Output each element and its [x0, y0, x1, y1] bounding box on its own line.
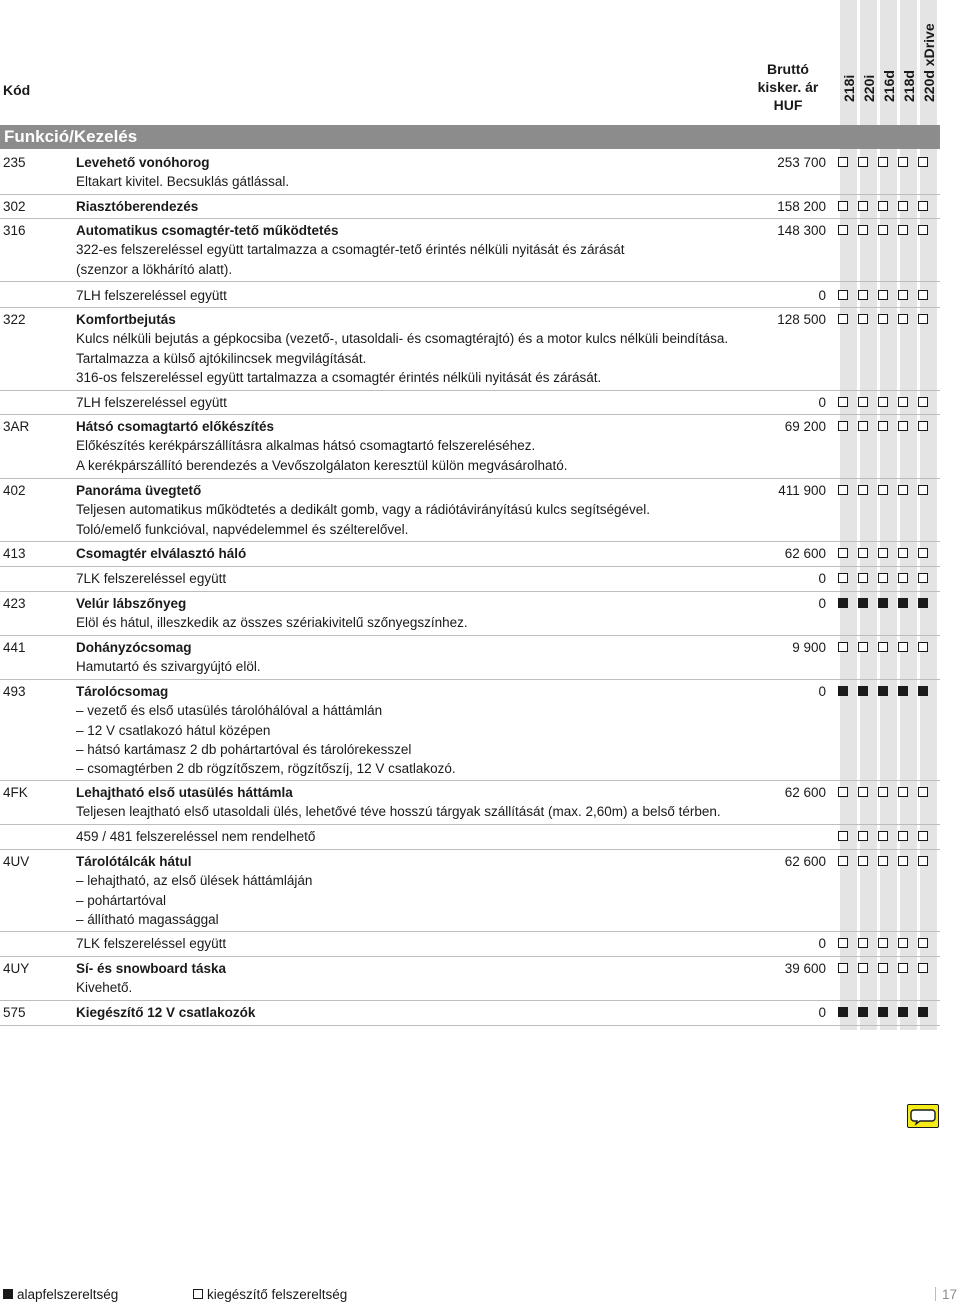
empty-square-icon — [918, 201, 928, 211]
filled-square-icon — [838, 1007, 848, 1017]
filled-square-icon — [3, 1289, 13, 1299]
option-price: 0 — [818, 596, 826, 611]
option-description: – pohártartóval — [76, 892, 167, 908]
empty-square-icon — [898, 290, 908, 300]
empty-square-icon — [898, 421, 908, 431]
option-description: Eltakart kivitel. Becsuklás gátlással. — [76, 174, 290, 190]
option-title: Komfortbejutás — [76, 312, 176, 327]
empty-square-icon — [858, 485, 868, 495]
option-description: Teljesen leajtható első utasoldali ülés, lehetővé téve hosszú tárgyak szállítását (max. 2,60m) a belső térben. — [76, 804, 721, 820]
row-divider — [0, 1000, 940, 1001]
option-description: – vezető és első utasülés tárolóhálóval a háttámlán — [76, 703, 383, 719]
empty-square-icon — [858, 548, 868, 558]
option-price: 9 900 — [792, 640, 826, 655]
filled-square-icon — [878, 598, 888, 608]
filled-square-icon — [878, 686, 888, 696]
model-label: 220d xDrive — [920, 23, 937, 102]
filled-square-icon — [858, 686, 868, 696]
empty-square-icon — [918, 421, 928, 431]
model-header — [860, 0, 877, 118]
option-description: – állítható magassággal — [76, 911, 219, 927]
empty-square-icon — [858, 201, 868, 211]
price-column-header — [748, 60, 828, 114]
model-header — [840, 0, 857, 118]
option-note: 7LK felszereléssel együtt — [76, 571, 227, 586]
speech-bubble-icon — [907, 1104, 939, 1128]
empty-square-icon — [918, 485, 928, 495]
row-divider — [0, 307, 940, 308]
option-code: 493 — [3, 684, 26, 699]
empty-square-icon — [878, 290, 888, 300]
option-description: – hátsó kartámasz 2 db pohártartóval és tárolórekesszel — [76, 741, 412, 757]
model-column-bg — [900, 0, 917, 1030]
empty-square-icon — [858, 314, 868, 324]
option-title: Tárolócsomag — [76, 684, 169, 699]
option-price: 128 500 — [777, 312, 826, 327]
row-divider — [0, 956, 940, 957]
option-code: 423 — [3, 596, 26, 611]
option-code: 235 — [3, 155, 26, 170]
code-column-header: Kód — [3, 82, 31, 98]
row-divider — [0, 218, 940, 219]
option-code: 316 — [3, 223, 26, 238]
option-description: – lehajtható, az első ülések háttámláján — [76, 873, 313, 889]
model-header — [900, 0, 917, 118]
price-header-line: Bruttó — [767, 61, 809, 77]
empty-square-icon — [858, 573, 868, 583]
option-note: 7LH felszereléssel együtt — [76, 395, 227, 410]
page-number-divider — [935, 1287, 936, 1301]
empty-square-icon — [838, 831, 848, 841]
empty-square-icon — [878, 963, 888, 973]
option-title: Csomagtér elválasztó háló — [76, 546, 247, 561]
option-price: 0 — [818, 288, 826, 303]
empty-square-icon — [858, 290, 868, 300]
row-divider — [0, 390, 940, 391]
filled-square-icon — [838, 686, 848, 696]
legend-standard-label: alapfelszereltség — [17, 1287, 119, 1302]
option-title: Levehető vonóhorog — [76, 155, 210, 170]
empty-square-icon — [918, 157, 928, 167]
option-description: Kivehető. — [76, 980, 133, 996]
empty-square-icon — [838, 938, 848, 948]
empty-square-icon — [858, 938, 868, 948]
empty-square-icon — [858, 856, 868, 866]
option-description: Hamutartó és szivargyújtó elöl. — [76, 659, 261, 675]
option-title: Panoráma üvegtető — [76, 483, 202, 498]
empty-square-icon — [898, 314, 908, 324]
empty-square-icon — [858, 787, 868, 797]
empty-square-icon — [918, 290, 928, 300]
filled-square-icon — [918, 686, 928, 696]
empty-square-icon — [858, 421, 868, 431]
empty-square-icon — [918, 963, 928, 973]
row-divider — [0, 281, 940, 282]
filled-square-icon — [878, 1007, 888, 1017]
row-divider — [0, 679, 940, 680]
model-column-bg — [840, 0, 857, 1030]
filled-square-icon — [898, 686, 908, 696]
empty-square-icon — [878, 421, 888, 431]
filled-square-icon — [918, 1007, 928, 1017]
empty-square-icon — [878, 642, 888, 652]
empty-square-icon — [838, 421, 848, 431]
option-description: Kulcs nélküli bejutás a gépkocsiba (vezető-, utasoldali- és csomagtérajtó) és a motor kulcs nélküli beindítása. — [76, 331, 729, 347]
empty-square-icon — [838, 485, 848, 495]
model-label: 218d — [900, 70, 917, 102]
option-code: 402 — [3, 483, 26, 498]
row-divider — [0, 1025, 940, 1026]
model-header — [880, 0, 897, 118]
option-code: 4UY — [3, 961, 30, 976]
empty-square-icon — [898, 157, 908, 167]
empty-square-icon — [878, 938, 888, 948]
row-divider — [0, 824, 940, 825]
empty-square-icon — [858, 157, 868, 167]
option-price: 253 700 — [777, 155, 826, 170]
row-divider — [0, 591, 940, 592]
option-code: 441 — [3, 640, 26, 655]
row-divider — [0, 541, 940, 542]
price-header-line: HUF — [773, 97, 803, 113]
option-price: 0 — [818, 395, 826, 410]
option-description: – 12 V csatlakozó hátul középen — [76, 722, 271, 738]
empty-square-icon — [878, 856, 888, 866]
option-note: 459 / 481 felszereléssel nem rendelhető — [76, 829, 316, 844]
option-title: Kiegészítő 12 V csatlakozók — [76, 1005, 256, 1020]
option-title: Dohányzócsomag — [76, 640, 192, 655]
empty-square-icon — [838, 856, 848, 866]
empty-square-icon — [918, 856, 928, 866]
empty-square-icon — [838, 642, 848, 652]
empty-square-icon — [838, 314, 848, 324]
empty-square-icon — [898, 548, 908, 558]
empty-square-icon — [898, 963, 908, 973]
option-title: Automatikus csomagtér-tető működtetés — [76, 223, 339, 238]
model-column-bg — [880, 0, 897, 1030]
legend-standard — [3, 1287, 118, 1302]
option-code: 575 — [3, 1005, 26, 1020]
empty-square-icon — [898, 397, 908, 407]
empty-square-icon — [838, 397, 848, 407]
option-price: 158 200 — [777, 199, 826, 214]
empty-square-icon — [838, 573, 848, 583]
empty-square-icon — [918, 938, 928, 948]
filled-square-icon — [898, 598, 908, 608]
option-price: 0 — [818, 684, 826, 699]
option-description: A kerékpárszállító berendezés a Vevőszolgálaton keresztül külön megvásárolható. — [76, 457, 568, 473]
filled-square-icon — [918, 598, 928, 608]
model-label: 218i — [840, 74, 857, 102]
row-divider — [0, 566, 940, 567]
empty-square-icon — [878, 201, 888, 211]
option-description: (szenzor a lökhárító alatt). — [76, 261, 233, 277]
empty-square-icon — [898, 856, 908, 866]
empty-square-icon — [878, 548, 888, 558]
option-note: 7LH felszereléssel együtt — [76, 288, 227, 303]
row-divider — [0, 780, 940, 781]
row-divider — [0, 931, 940, 932]
option-description: Elöl és hátul, illeszkedik az összes szériakivitelű szőnyegszínhez. — [76, 615, 468, 631]
empty-square-icon — [878, 485, 888, 495]
empty-square-icon — [878, 157, 888, 167]
option-price: 39 600 — [784, 961, 826, 976]
empty-square-icon — [838, 963, 848, 973]
empty-square-icon — [918, 314, 928, 324]
option-price: 0 — [818, 571, 826, 586]
option-price: 62 600 — [784, 785, 826, 800]
empty-square-icon — [898, 642, 908, 652]
empty-square-icon — [838, 787, 848, 797]
option-description: 316-os felszereléssel együtt tartalmazza a csomagtér érintés nélküli nyitását és zárását. — [76, 369, 602, 385]
option-price: 62 600 — [784, 546, 826, 561]
section-title: Funkció/Kezelés — [0, 125, 940, 149]
empty-square-icon — [878, 573, 888, 583]
option-description: Toló/emelő funkcióval, napvédelemmel és szélterelővel. — [76, 521, 409, 537]
price-header-line: kisker. ár — [757, 79, 819, 95]
empty-square-icon — [858, 397, 868, 407]
option-code: 3AR — [3, 419, 30, 434]
option-code: 322 — [3, 312, 26, 327]
empty-square-icon — [918, 642, 928, 652]
option-description: Előkészítés kerékpárszállításra alkalmas hátsó csomagtartó felszereléséhez. — [76, 438, 536, 454]
option-title: Velúr lábszőnyeg — [76, 596, 187, 611]
filled-square-icon — [858, 1007, 868, 1017]
empty-square-icon — [193, 1289, 203, 1299]
empty-square-icon — [878, 225, 888, 235]
empty-square-icon — [858, 642, 868, 652]
empty-square-icon — [858, 225, 868, 235]
row-divider — [0, 194, 940, 195]
empty-square-icon — [898, 225, 908, 235]
option-title: Lehajtható első utasülés háttámla — [76, 785, 293, 800]
empty-square-icon — [858, 963, 868, 973]
option-description: – csomagtérben 2 db rögzítőszem, rögzítőszíj, 12 V csatlakozó. — [76, 761, 456, 777]
empty-square-icon — [918, 225, 928, 235]
option-title: Riasztóberendezés — [76, 199, 199, 214]
empty-square-icon — [838, 201, 848, 211]
empty-square-icon — [918, 397, 928, 407]
option-code: 413 — [3, 546, 26, 561]
option-code: 302 — [3, 199, 26, 214]
empty-square-icon — [898, 831, 908, 841]
option-price: 148 300 — [777, 223, 826, 238]
empty-square-icon — [838, 548, 848, 558]
option-description: 322-es felszereléssel együtt tartalmazza a csomagtér-tető érintés nélküli nyitását és zárását — [76, 242, 625, 258]
model-column-bg — [860, 0, 877, 1030]
option-title: Sí- és snowboard táska — [76, 961, 227, 976]
empty-square-icon — [898, 787, 908, 797]
filled-square-icon — [858, 598, 868, 608]
option-price: 69 200 — [784, 419, 826, 434]
row-divider — [0, 849, 940, 850]
filled-square-icon — [838, 598, 848, 608]
empty-square-icon — [898, 573, 908, 583]
row-divider — [0, 414, 940, 415]
legend-optional-label: kiegészítő felszereltség — [207, 1287, 348, 1302]
option-code: 4FK — [3, 785, 28, 800]
empty-square-icon — [878, 397, 888, 407]
empty-square-icon — [878, 314, 888, 324]
model-label: 220i — [860, 74, 877, 102]
option-price: 0 — [818, 936, 826, 951]
model-column-bg — [920, 0, 937, 1030]
page-number: 17 — [941, 1287, 957, 1302]
option-price: 0 — [818, 1005, 826, 1020]
option-note: 7LK felszereléssel együtt — [76, 936, 227, 951]
model-header — [920, 0, 937, 118]
option-description: Teljesen automatikus működtetés a dedikált gomb, vagy a rádiótávirányítású kulcs segítségével. — [76, 502, 651, 518]
option-description: Tartalmazza a külső ajtókilincsek megvilágítását. — [76, 350, 367, 366]
empty-square-icon — [858, 831, 868, 841]
empty-square-icon — [898, 938, 908, 948]
empty-square-icon — [898, 201, 908, 211]
empty-square-icon — [918, 548, 928, 558]
filled-square-icon — [898, 1007, 908, 1017]
empty-square-icon — [838, 157, 848, 167]
option-price: 411 900 — [778, 483, 826, 498]
row-divider — [0, 635, 940, 636]
empty-square-icon — [878, 787, 888, 797]
empty-square-icon — [838, 225, 848, 235]
option-title: Hátsó csomagtartó előkészítés — [76, 419, 275, 434]
option-title: Tárolótálcák hátul — [76, 854, 192, 869]
row-divider — [0, 478, 940, 479]
empty-square-icon — [878, 831, 888, 841]
empty-square-icon — [918, 573, 928, 583]
empty-square-icon — [918, 831, 928, 841]
model-label: 216d — [880, 70, 897, 102]
empty-square-icon — [898, 485, 908, 495]
empty-square-icon — [838, 290, 848, 300]
empty-square-icon — [918, 787, 928, 797]
legend-optional — [193, 1287, 347, 1302]
option-price: 62 600 — [784, 854, 826, 869]
option-code: 4UV — [3, 854, 30, 869]
